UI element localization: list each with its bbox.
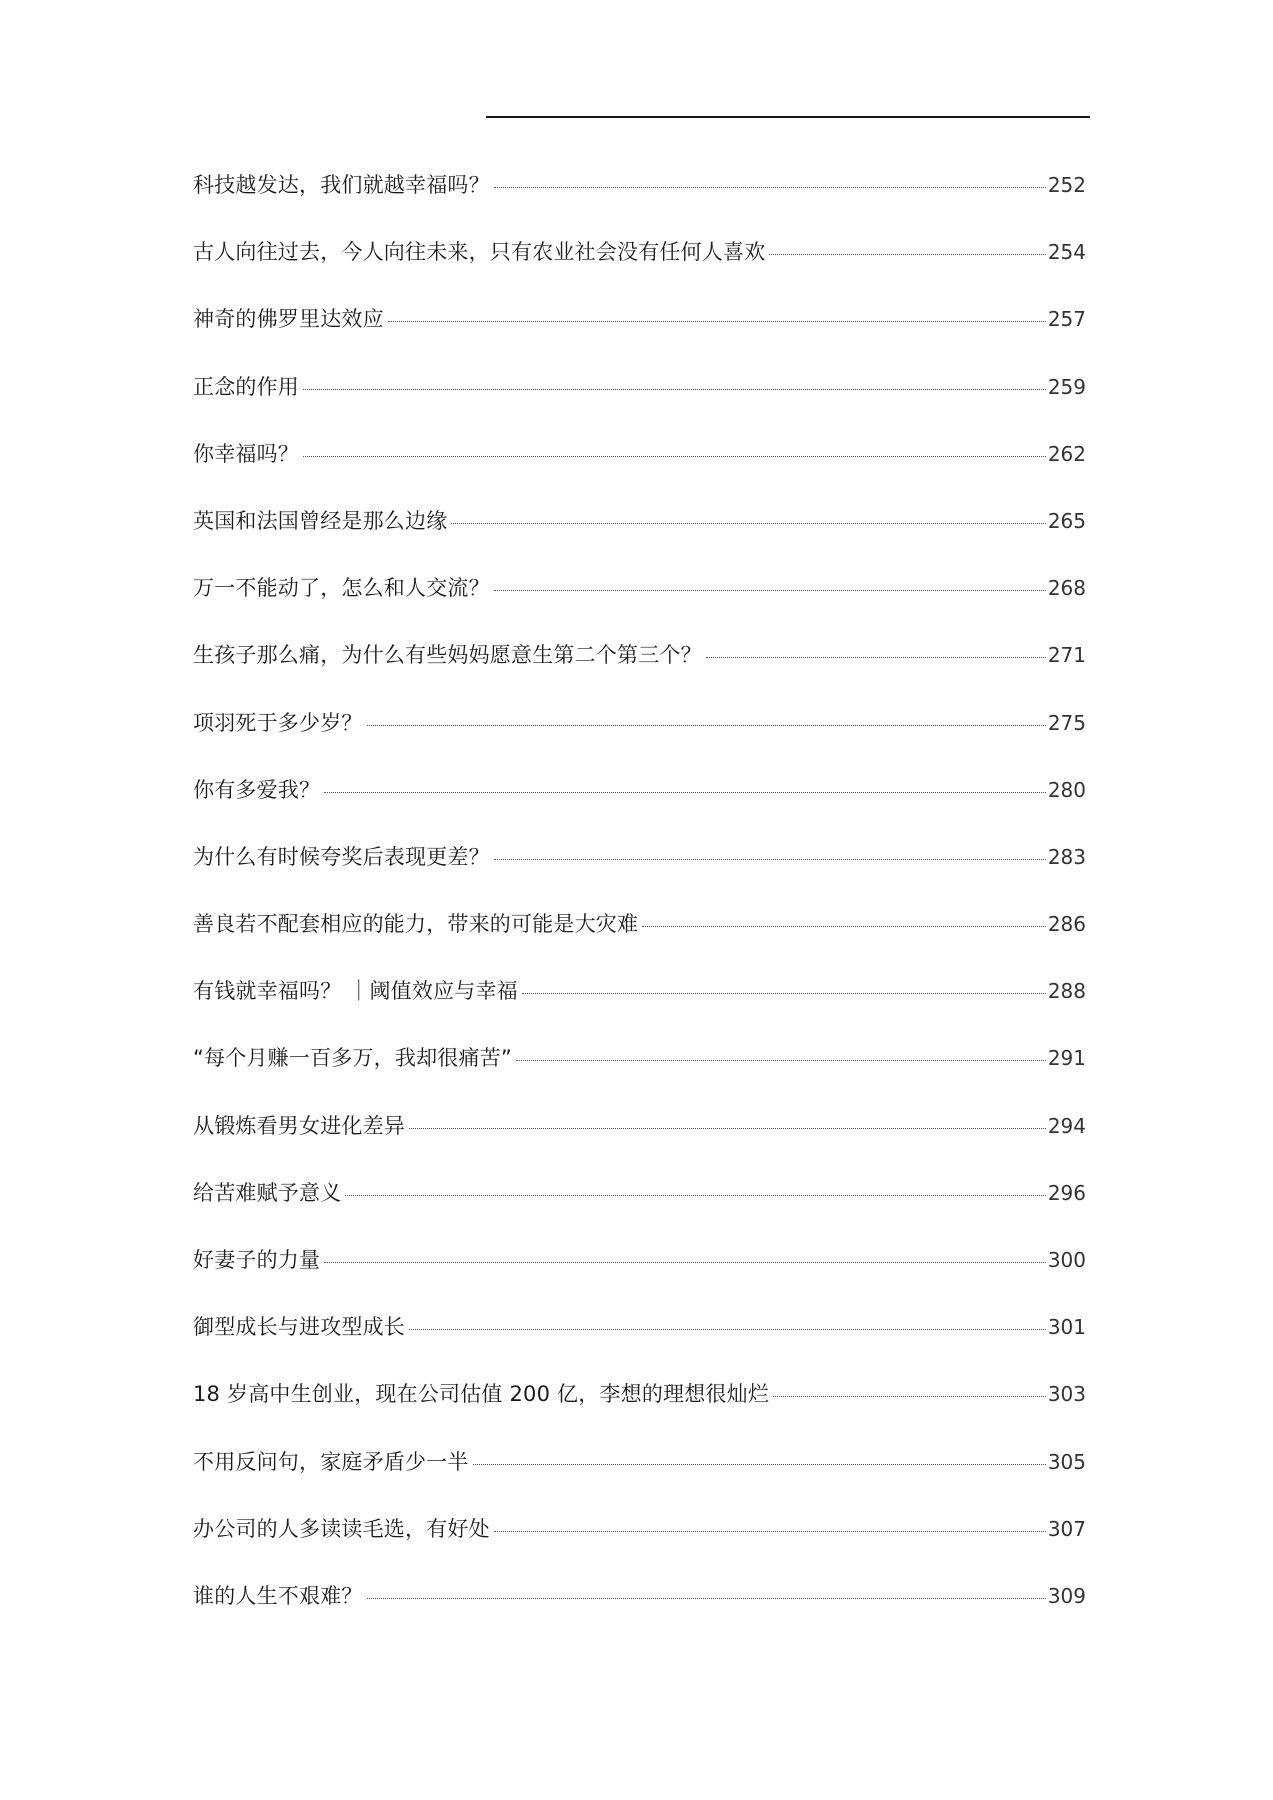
toc-entry[interactable]	[193, 439, 1086, 506]
toc-entry[interactable]	[193, 976, 1086, 1043]
dot-leader	[706, 657, 1046, 658]
toc-entry-page: 305	[1047, 1449, 1086, 1474]
toc-entry-title: 项羽死于多少岁？	[193, 710, 363, 735]
dot-leader	[303, 389, 1046, 390]
toc-entry-page: 254	[1047, 240, 1086, 265]
dot-leader	[769, 254, 1045, 255]
toc-entry-page: 301	[1047, 1315, 1086, 1340]
toc-entry-page: 288	[1047, 979, 1086, 1004]
toc-entry-page: 252	[1047, 173, 1086, 197]
dot-leader	[367, 725, 1046, 726]
dot-leader	[324, 1262, 1046, 1263]
toc-entry[interactable]	[193, 1111, 1086, 1178]
toc-entry-page: 280	[1047, 777, 1086, 802]
toc-entry[interactable]	[193, 1312, 1086, 1379]
toc-entry-page: 265	[1047, 508, 1086, 533]
toc-entry[interactable]	[193, 170, 1086, 237]
toc-entry-page: 309	[1047, 1583, 1086, 1608]
dot-leader	[516, 1060, 1046, 1061]
toc-entry-page: 286	[1047, 912, 1086, 937]
dot-leader	[522, 993, 1046, 994]
toc-entry[interactable]	[193, 842, 1086, 909]
toc-entry-page: 296	[1047, 1180, 1086, 1205]
dot-leader	[409, 1329, 1046, 1330]
dot-leader	[494, 859, 1046, 860]
dot-leader	[367, 1598, 1046, 1599]
toc-entry-title: 不用反问句，家庭矛盾少一半	[193, 1449, 469, 1474]
header-rule	[486, 116, 1090, 118]
toc-entry-title: 神奇的佛罗里达效应	[193, 307, 384, 332]
dot-leader	[773, 1396, 1046, 1397]
toc-entry[interactable]	[193, 1379, 1086, 1446]
dot-leader	[388, 321, 1046, 322]
dot-leader	[324, 792, 1046, 793]
toc-entry-title: 英国和法国曾经是那么边缘	[193, 508, 448, 533]
table-of-contents	[193, 170, 1086, 1648]
toc-entry[interactable]	[193, 640, 1086, 707]
toc-entry-page: 257	[1047, 307, 1086, 332]
toc-entry[interactable]	[193, 1447, 1086, 1514]
toc-entry[interactable]	[193, 573, 1086, 640]
toc-entry[interactable]	[193, 1581, 1086, 1648]
toc-entry-page: 271	[1047, 643, 1086, 668]
toc-entry-title: 古人向往过去，今人向往未来，只有农业社会没有任何人喜欢	[193, 240, 766, 265]
toc-entry-title: 18 岁高中生创业，现在公司估值 200 亿，李想的理想很灿烂	[193, 1382, 770, 1407]
toc-entry-title: 生孩子那么痛，为什么有些妈妈愿意生第二个第三个？	[193, 643, 702, 668]
toc-entry-page: 275	[1047, 710, 1086, 735]
dot-leader	[303, 456, 1046, 457]
dot-leader	[451, 523, 1045, 524]
dot-leader	[494, 187, 1046, 188]
toc-entry-title: “每个月赚一百多万，我却很痛苦”	[193, 1046, 512, 1071]
toc-entry-page: 259	[1047, 374, 1086, 399]
toc-entry[interactable]	[193, 304, 1086, 371]
toc-entry-title: 谁的人生不艰难？	[193, 1583, 363, 1608]
dot-leader	[345, 1195, 1045, 1196]
toc-entry-page: 283	[1047, 844, 1086, 869]
toc-entry[interactable]	[193, 372, 1086, 439]
toc-entry-page: 307	[1047, 1516, 1086, 1541]
dot-leader	[409, 1128, 1046, 1129]
dot-leader	[642, 926, 1046, 927]
toc-entry[interactable]	[193, 1514, 1086, 1581]
toc-entry[interactable]	[193, 1043, 1086, 1110]
toc-entry[interactable]	[193, 708, 1086, 775]
toc-entry[interactable]	[193, 1245, 1086, 1312]
dot-leader	[494, 590, 1046, 591]
toc-entry[interactable]	[193, 1178, 1086, 1245]
toc-entry-page: 262	[1047, 441, 1086, 466]
toc-entry-title: 办公司的人多读读毛选，有好处	[193, 1516, 490, 1541]
toc-entry[interactable]	[193, 237, 1086, 304]
toc-entry-title: 万一不能动了，怎么和人交流？	[193, 576, 490, 601]
dot-leader	[473, 1464, 1046, 1465]
toc-entry[interactable]	[193, 506, 1086, 573]
toc-entry-page: 294	[1047, 1113, 1086, 1138]
toc-entry-title: 给苦难赋予意义	[193, 1180, 342, 1205]
toc-entry-title: 科技越发达，我们就越幸福吗？	[193, 173, 490, 197]
toc-entry-page: 268	[1047, 576, 1086, 601]
dot-leader	[494, 1531, 1046, 1532]
toc-entry-title: 你幸福吗？	[193, 441, 299, 466]
toc-entry-title: 为什么有时候夸奖后表现更差？	[193, 844, 490, 869]
toc-entry-title: 有钱就幸福吗？ ｜阈值效应与幸福	[193, 979, 518, 1004]
toc-entry-page: 303	[1047, 1382, 1086, 1407]
toc-entry[interactable]	[193, 909, 1086, 976]
toc-entry-title: 正念的作用	[193, 374, 299, 399]
toc-entry-title: 你有多爱我？	[193, 777, 321, 802]
toc-entry-title: 善良若不配套相应的能力，带来的可能是大灾难	[193, 912, 639, 937]
toc-entry[interactable]	[193, 775, 1086, 842]
toc-entry-page: 291	[1047, 1046, 1086, 1071]
toc-entry-title: 御型成长与进攻型成长	[193, 1315, 405, 1340]
toc-entry-title: 好妻子的力量	[193, 1248, 321, 1272]
toc-entry-page: 300	[1047, 1248, 1086, 1272]
toc-entry-title: 从锻炼看男女进化差异	[193, 1113, 405, 1138]
